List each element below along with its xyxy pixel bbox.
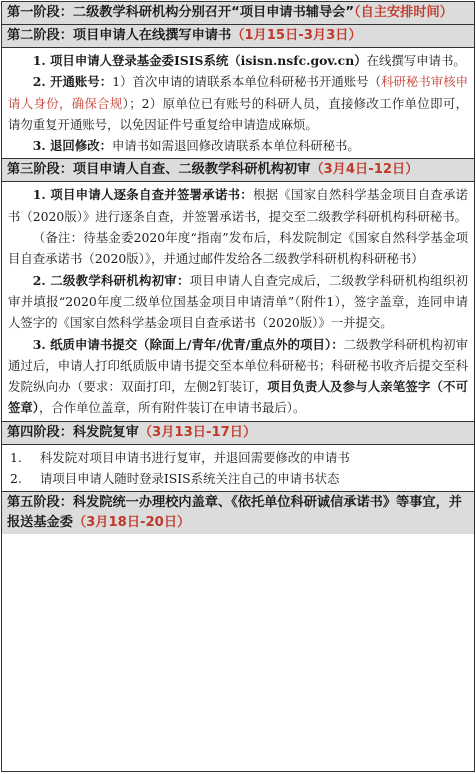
stage4-header [2, 422, 474, 445]
stage4-body [2, 445, 474, 493]
stage1-title: 第一阶段：二级教学科研机构分别召开“项目申请书辅导会” [7, 5, 355, 20]
stage2-item2: 2. 开通账号：1）首次申请的请联系本单位科研秘书开通账号（科研秘书审核申请人身份，确保合规）；2）原单位已有账号的科研人员，直接修改工作单位即可，请勿重复开通账号，以免因证件号重复给申请造成麻烦。 [8, 74, 469, 132]
stage3-item1: 1. 项目申请人逐条自查并签署承诺书：根据《国家自然科学基金项目自查承诺书（2020版）》进行逐条自查，并签署承诺书，提交至二级教学科研机构科研秘书。 [8, 187, 469, 224]
stage5-time: （3月18日-20日） [72, 515, 191, 531]
stage1-header [2, 2, 474, 25]
stage3-title: 第三阶段：项目申请人自查、二级教学科研机构初审 [7, 162, 311, 178]
stage4-title: 第四阶段：科发院复审 [7, 424, 139, 440]
process-table [1, 1, 475, 772]
stage2-body [2, 48, 474, 159]
stage2-title: 第二阶段：项目申请人在线撰写申请书 [7, 28, 232, 43]
stage4-time: （3月13日-17日） [138, 424, 257, 440]
stage5-header [2, 492, 474, 534]
stage3-note: （备注：待基金委2020年度“指南”发布后，科发院制定《国家自然科学基金项目自查承诺书（2020版）》，并通过邮件发给各二级教学科研机构科研秘书） [8, 230, 468, 267]
stage3-body [2, 182, 474, 421]
stage1-time: （自主安排时间） [354, 5, 453, 20]
stage2-item1: 1. 项目申请人登录基金委ISIS系统（isisn.nsfc.gov.cn）在线撰写申请书。 [32, 53, 466, 68]
stage3-header [2, 159, 474, 182]
stage2-header [2, 25, 474, 48]
stage2-time: （1月15日-3月3日） [231, 28, 362, 43]
stage5-title: 第五阶段：科发院统一办理校内盖章、《依托单位科研诚信承诺书》等事宜，并报送基金委 [7, 495, 462, 531]
stage3-item2: 2. 二级教学科研机构初审：项目申请人自查完成后，二级教学科研机构组织初审并填报“2020年度二级单位国基金项目申请清单”（附件1），签字盖章，连同申请人签字的《国家自然科学基金项目自查承诺书（2020版）》一并提交。 [8, 272, 469, 331]
stage4-item1: 1. 科发院对项目申请书进行复审，并退回需要修改的申请书 [10, 449, 350, 465]
stage3-time: （3月4日-12日） [310, 162, 419, 178]
stage2-item3: 3. 退回修改：申请书如需退回修改请联系本单位科研秘书。 [32, 138, 360, 154]
stage3-item3: 3. 纸质申请书提交（除面上/青年/优青/重点外的项目）：二级教学科研机构初审通过后，申请人打印纸质版申请书提交至本单位科研秘书；科研秘书收齐后提交至科发院纵向办（要求：双面打印，左侧2钉装订，项目负责人及参与人亲笔签字（不可签章），合作单位盖章，所有附件装订在申请书最后）。 [8, 336, 469, 416]
stage4-item2: 2. 请项目申请人随时登录ISIS系统关注自己的申请书状态 [10, 471, 340, 487]
